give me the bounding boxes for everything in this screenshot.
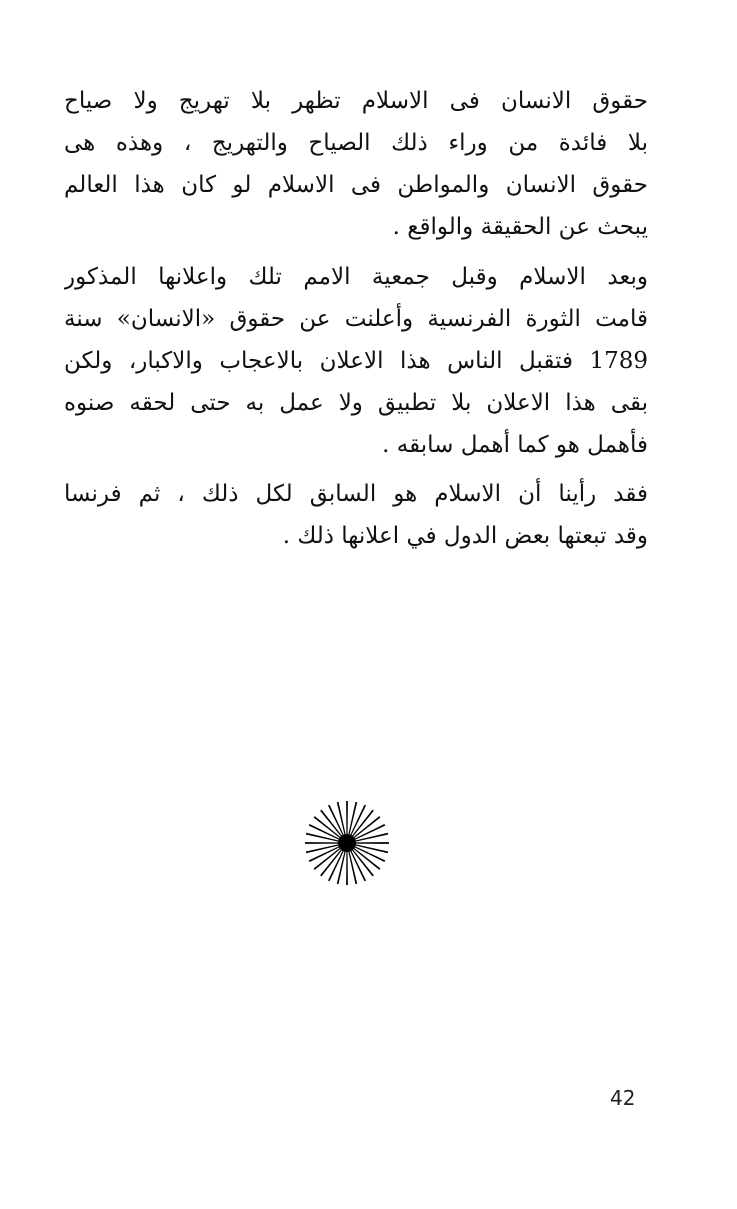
text-line: فأهمل هو كما أهمل سابقه . [382,432,648,458]
ornament-ray [346,849,348,885]
text-line: فقد رأينا أن الاسلام هو السابق لكل ذلك ، ثم فرنسا [64,481,648,507]
text-line: بقى هذا الاعلان بلا تطبيق ولا عمل به حتى لحقه صنوه [64,390,648,416]
text-line: يبحث عن الحقيقة والواقع . [392,214,648,240]
paragraph-1 [64,80,648,248]
text-line: حقوق الانسان والمواطن فى الاسلام لو كان هذا العالم [64,172,648,198]
page-number: 42 [610,1086,636,1110]
text-line: بلا فائدة من وراء ذلك الصياح والتهريج ، وهذه هى [64,130,648,156]
text-line: وقد تبعتها بعض الدول في اعلانها ذلك . [282,523,648,549]
paragraph-3 [64,473,648,557]
sunburst-ornament-icon [304,800,390,886]
paragraph-2 [64,256,648,466]
text-line: حقوق الانسان فى الاسلام تظهر بلا تهريج ولا صياح [64,88,648,114]
text-line: وبعد الاسلام وقبل جمعية الامم تلك واعلانها المذكور [64,264,648,290]
ornament-ray [346,801,348,837]
text-line: 1789 فتقبل الناس هذا الاعلان بالاعجاب والاكبار، ولكن [64,348,648,374]
ornament-ray [353,842,389,844]
text-line: قامت الثورة الفرنسية وأعلنت عن حقوق «الانسان» سنة [64,306,648,332]
ornament-ray [305,842,341,844]
